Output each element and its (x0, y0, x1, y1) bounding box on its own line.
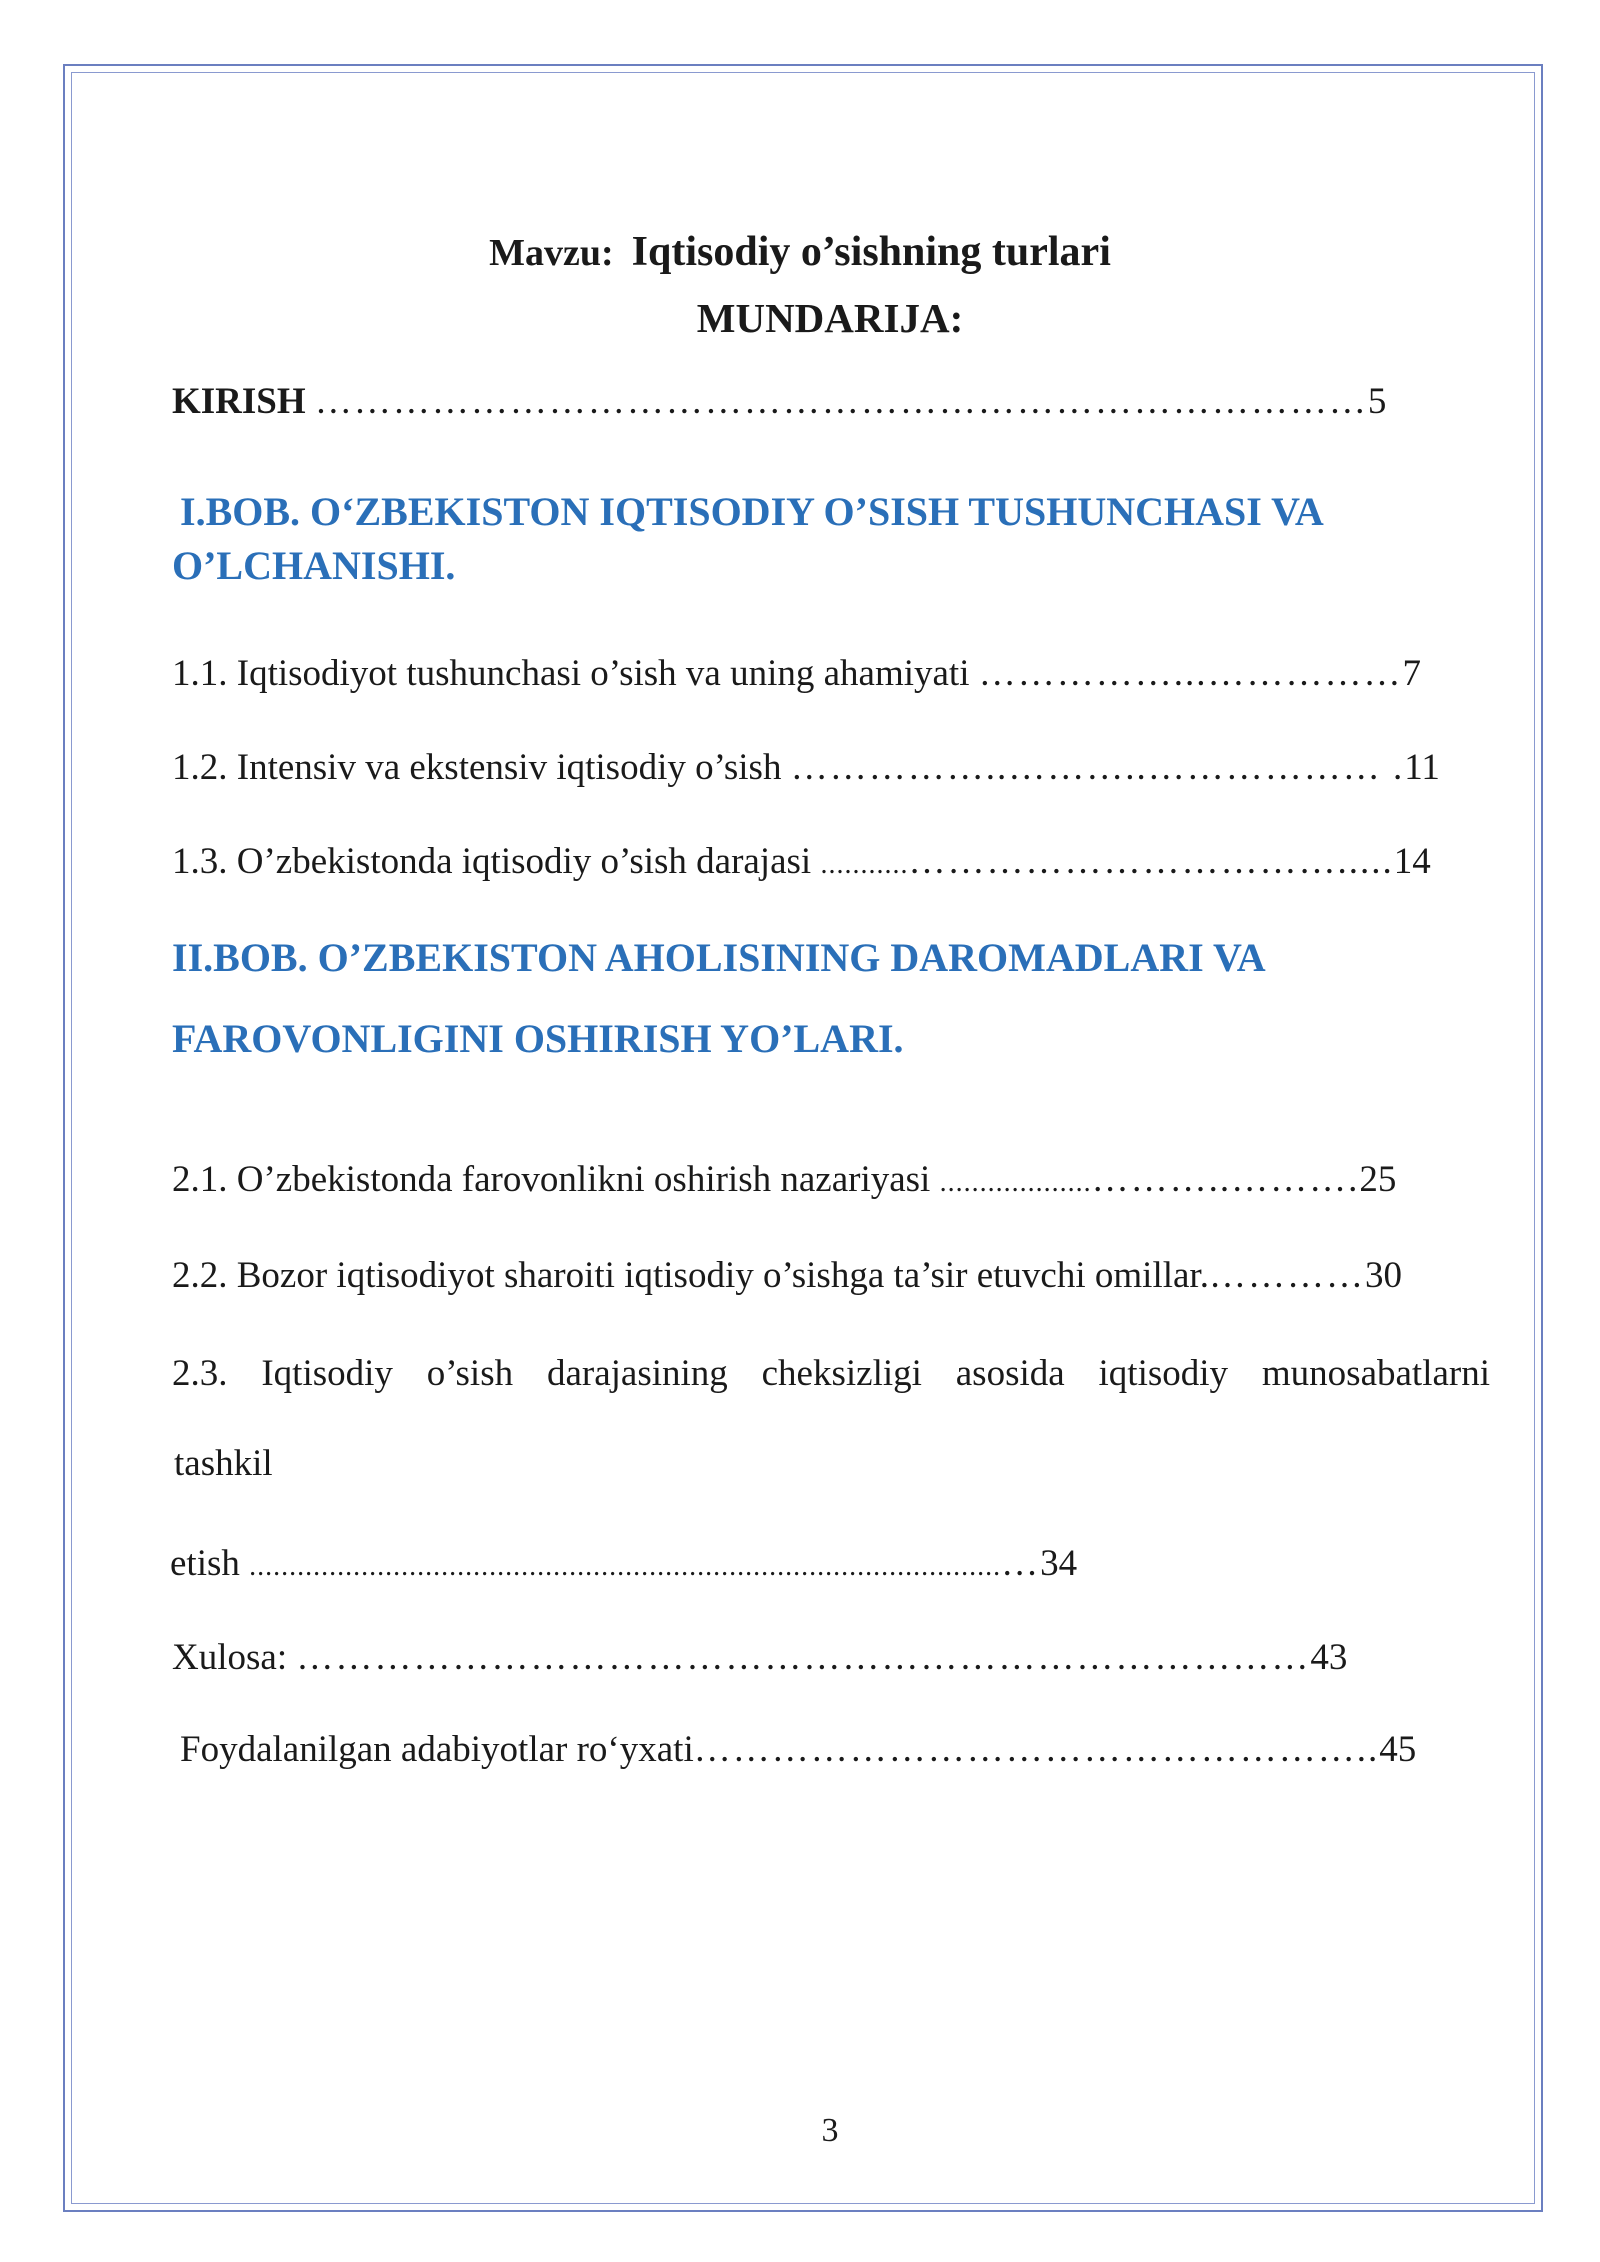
toc-entry-label: etish (170, 1543, 240, 1584)
toc-leader-dots: … (1001, 1543, 1041, 1584)
toc-entry-label: 1.2. Intensiv va ekstensiv iqtisodiy o’sish (172, 747, 782, 788)
toc-entry-label: Foydalanilgan adabiyotlar ro‘yxati (180, 1729, 694, 1770)
toc-leader-dots: …………………………………………………………………… (296, 1637, 1311, 1678)
toc-entry-intro-label: KIRISH (172, 381, 306, 422)
chapter-2-heading-line1[interactable]: II.BOB. O’ZBEKISTON AHOLISINING DAROMADLARI VA (172, 935, 1266, 980)
toc-heading: MUNDARIJA: (696, 295, 964, 341)
title-topic: Iqtisodiy o’sishning turlari (631, 229, 1111, 275)
toc-leader-small-dots: ................... (939, 1167, 1092, 1198)
toc-entry-page: 5 (1367, 381, 1387, 422)
toc-entry-conclusion[interactable] (172, 1636, 1347, 1679)
toc-entry-page: 11 (1404, 747, 1440, 788)
document-title (0, 228, 1600, 276)
toc-entry-intro[interactable] (172, 380, 1386, 423)
toc-entry-1-2[interactable] (172, 746, 1440, 789)
toc-leader-dots: ……………...…………… (978, 653, 1403, 694)
toc-leader-small-dots: .............................................................................................. (249, 1551, 1002, 1582)
toc-entry-2-3-line3[interactable] (170, 1542, 1077, 1585)
toc-entry-page: 45 (1379, 1729, 1417, 1770)
toc-leader-dots: ……………………………………………………………………… (314, 381, 1368, 422)
toc-entry-label: 2.2. Bozor iqtisodiyot sharoiti iqtisodiy o’sishga ta’sir etuvchi omillar. (172, 1255, 1209, 1296)
toc-leader-small-dots: ........... (820, 849, 909, 880)
toc-leader-dots: ………..………. (1091, 1159, 1360, 1200)
toc-entry-page: 34 (1040, 1543, 1078, 1584)
toc-entry-page: 14 (1393, 841, 1431, 882)
chapter-1-heading-line1[interactable]: I.BOB. O‘ZBEKISTON IQTISODIY O’SISH TUSHUNCHASI VA (180, 489, 1324, 534)
chapter-1-heading-line2[interactable]: O’LCHANISHI. (172, 543, 456, 588)
chapter-2-heading-line2[interactable]: FAROVONLIGINI OSHIRISH YO’LARI. (172, 1016, 904, 1061)
toc-entry-1-1[interactable] (172, 652, 1421, 695)
toc-entry-page: 43 (1310, 1637, 1348, 1678)
toc-entry-2-3-line1[interactable]: 2.3. Iqtisodiy o’sish darajasining cheksizligi asosida iqtisodiy munosabatlarni (172, 1353, 1490, 1394)
toc-entry-2-2[interactable] (172, 1254, 1402, 1297)
page-number: 3 (821, 2112, 839, 2149)
toc-entry-references[interactable] (180, 1728, 1416, 1771)
toc-entry-label: 2.1. O’zbekistonda farovonlikni oshirish nazariyasi (172, 1159, 931, 1200)
toc-entry-2-3-line2[interactable]: tashkil (174, 1443, 273, 1484)
toc-entry-1-3[interactable] (172, 840, 1431, 883)
toc-entry-label: Xulosa: (172, 1637, 288, 1678)
toc-entry-page: 25 (1359, 1159, 1397, 1200)
toc-entry-2-1[interactable] (172, 1158, 1396, 1201)
toc-entry-page: 30 (1364, 1255, 1402, 1296)
toc-leader-dots: ……………………………..... (908, 841, 1394, 882)
toc-entry-label: 1.3. O’zbekistonda iqtisodiy o’sish darajasi (172, 841, 812, 882)
toc-leader-dots: ……………..………..……………… . (790, 747, 1405, 788)
toc-entry-page: 7 (1402, 653, 1421, 694)
toc-leader-dots: ………… (1208, 1255, 1365, 1296)
toc-entry-label: 1.1. Iqtisodiyot tushunchasi o’sish va uning ahamiyati (172, 653, 970, 694)
toc-leader-dots: …………………………………………….. (693, 1729, 1380, 1770)
title-label: Mavzu: (489, 232, 614, 274)
